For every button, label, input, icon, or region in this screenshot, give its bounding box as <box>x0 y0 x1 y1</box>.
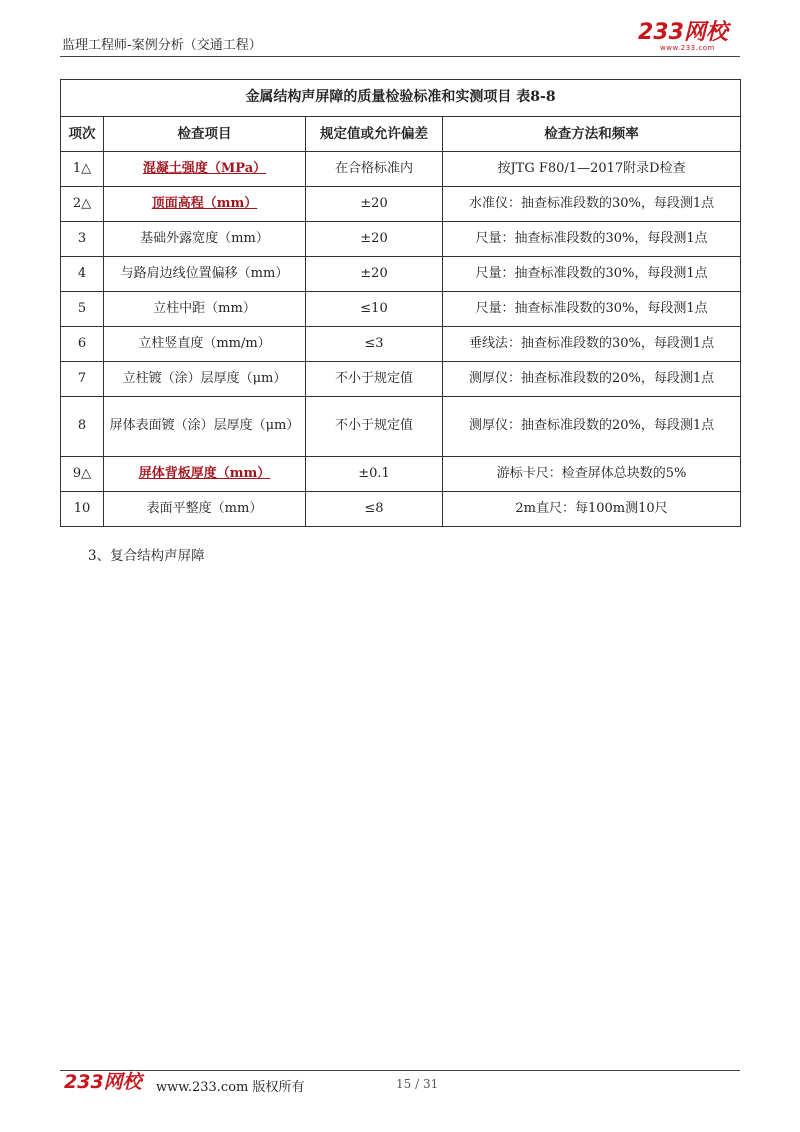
cell-no: 8 <box>61 397 104 457</box>
cell-value: 不小于规定值 <box>306 397 443 457</box>
cell-method: 水准仪：抽查标准段数的30%，每段测1点 <box>443 187 741 222</box>
cell-method: 测厚仪：抽查标准段数的20%，每段测1点 <box>443 362 741 397</box>
cell-method: 按JTG F80/1—2017附录D检查 <box>443 152 741 187</box>
cell-value: ±20 <box>306 257 443 292</box>
cell-value: ≤10 <box>306 292 443 327</box>
inspection-table <box>60 79 741 527</box>
cell-item: 表面平整度（mm） <box>104 492 306 527</box>
cell-no: 6 <box>61 327 104 362</box>
table-body <box>61 152 741 527</box>
cell-item: 屏体表面镀（涂）层厚度（μm） <box>104 397 306 457</box>
section-heading: 3、复合结构声屏障 <box>88 548 205 564</box>
key-item-link[interactable]: 屏体背板厚度（mm） <box>138 465 271 481</box>
cell-value: ±0.1 <box>306 457 443 492</box>
table-header-row <box>61 117 741 152</box>
table-row <box>61 492 741 527</box>
footer-rule <box>60 1070 740 1071</box>
header-rule <box>60 56 740 57</box>
table-row <box>61 397 741 457</box>
cell-no: 3 <box>61 222 104 257</box>
cell-item: 与路肩边线位置偏移（mm） <box>104 257 306 292</box>
logo-wordmark: 233网校 <box>638 20 728 45</box>
logo-url: www.233.com <box>660 44 715 52</box>
footer-logo[interactable] <box>64 1073 142 1092</box>
cell-method: 尺量：抽查标准段数的30%，每段测1点 <box>443 222 741 257</box>
brand-logo[interactable] <box>638 22 728 52</box>
table-row <box>61 152 741 187</box>
table-row <box>61 187 741 222</box>
cell-value: 不小于规定值 <box>306 362 443 397</box>
cell-no: 5 <box>61 292 104 327</box>
cell-item <box>104 187 306 222</box>
footer-logo-wordmark: 233网校 <box>64 1071 142 1093</box>
key-item-link[interactable]: 混凝土强度（MPa） <box>142 160 267 176</box>
cell-no: 2△ <box>61 187 104 222</box>
cell-value: ±20 <box>306 187 443 222</box>
column-header-no: 项次 <box>61 117 104 152</box>
cell-method: 2m直尺：每100m测10尺 <box>443 492 741 527</box>
cell-no: 1△ <box>61 152 104 187</box>
page-number: 15 / 31 <box>396 1077 439 1091</box>
cell-item: 基础外露宽度（mm） <box>104 222 306 257</box>
table-row <box>61 292 741 327</box>
cell-method: 尺量：抽查标准段数的30%，每段测1点 <box>443 292 741 327</box>
cell-no: 9△ <box>61 457 104 492</box>
column-header-item: 检查项目 <box>104 117 306 152</box>
cell-method: 测厚仪：抽查标准段数的20%，每段测1点 <box>443 397 741 457</box>
table-row <box>61 257 741 292</box>
table-caption: 金属结构声屏障的质量检验标准和实测项目 表8-8 <box>61 80 741 117</box>
cell-item: 立柱镀（涂）层厚度（μm） <box>104 362 306 397</box>
cell-item: 立柱中距（mm） <box>104 292 306 327</box>
table-row <box>61 457 741 492</box>
cell-item <box>104 152 306 187</box>
cell-no: 10 <box>61 492 104 527</box>
cell-method: 尺量：抽查标准段数的30%，每段测1点 <box>443 257 741 292</box>
key-item-link[interactable]: 顶面高程（mm） <box>151 195 258 211</box>
footer-copyright: www.233.com 版权所有 <box>156 1080 305 1095</box>
column-header-value: 规定值或允许偏差 <box>306 117 443 152</box>
cell-item: 立柱竖直度（mm/m） <box>104 327 306 362</box>
document-header-title: 监理工程师-案例分析（交通工程） <box>62 38 262 53</box>
cell-method: 游标卡尺：检查屏体总块数的5% <box>443 457 741 492</box>
table-row <box>61 327 741 362</box>
cell-no: 7 <box>61 362 104 397</box>
cell-value: ≤8 <box>306 492 443 527</box>
cell-value: ≤3 <box>306 327 443 362</box>
table-row <box>61 222 741 257</box>
cell-no: 4 <box>61 257 104 292</box>
column-header-method: 检查方法和频率 <box>443 117 741 152</box>
cell-value: 在合格标准内 <box>306 152 443 187</box>
cell-value: ±20 <box>306 222 443 257</box>
cell-method: 垂线法：抽查标准段数的30%，每段测1点 <box>443 327 741 362</box>
cell-item <box>104 457 306 492</box>
table-row <box>61 362 741 397</box>
